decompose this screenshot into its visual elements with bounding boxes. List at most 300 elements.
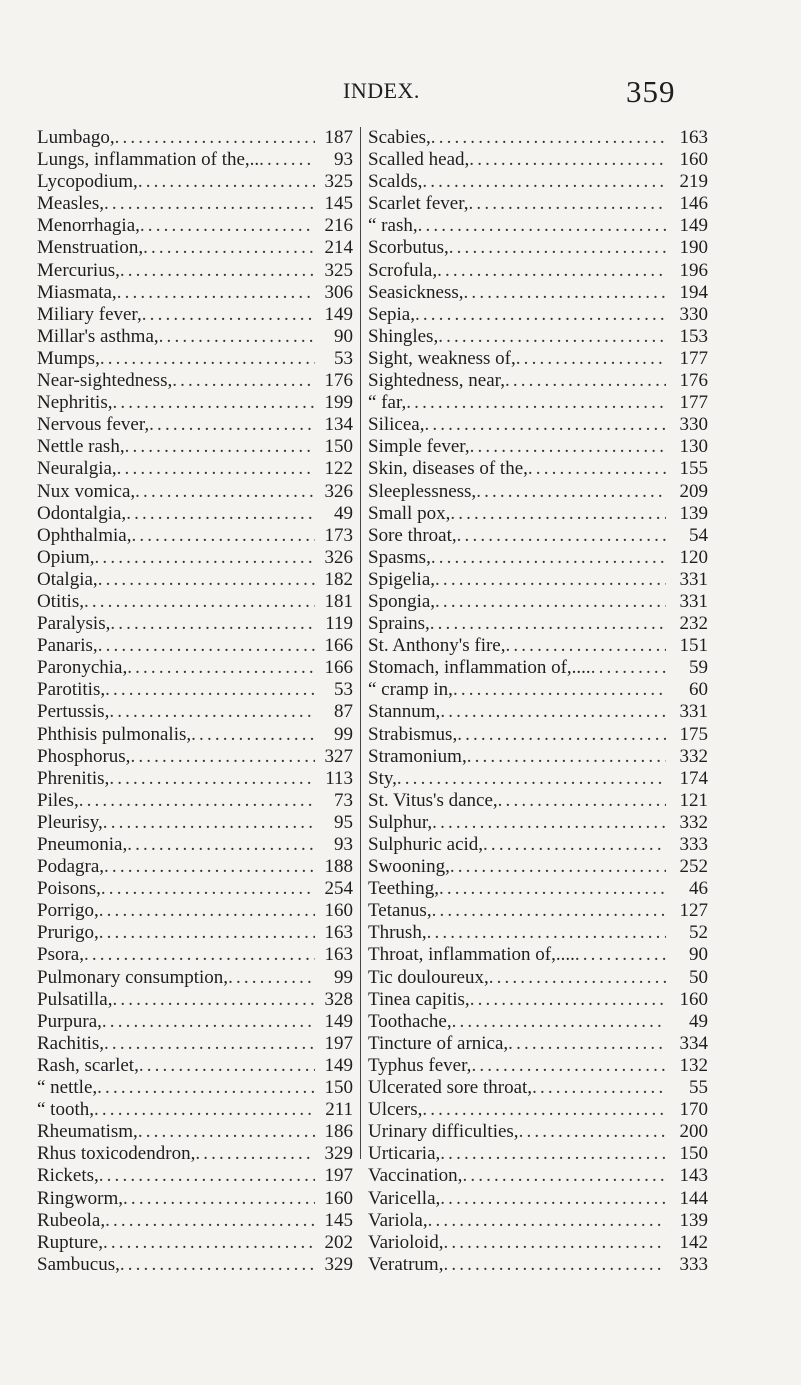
dot-leader — [104, 856, 315, 878]
dot-leader — [397, 768, 666, 790]
entry-term: Sambucus, — [37, 1253, 120, 1275]
entry-term: Sulphuric acid, — [368, 834, 484, 855]
entry-term: Measles, — [37, 193, 105, 215]
index-entry — [37, 790, 353, 812]
index-entry — [368, 569, 708, 591]
dot-leader — [470, 436, 666, 458]
index-entry — [368, 701, 708, 723]
entry-term: Purpura, — [37, 1010, 102, 1032]
entry-page-number: 60 — [689, 679, 708, 701]
entry-page-number: 163 — [679, 127, 708, 148]
dot-leader — [104, 1033, 315, 1055]
index-entry — [368, 304, 708, 326]
entry-page-number: 254 — [324, 878, 353, 900]
index-entry — [37, 215, 353, 237]
entry-page-number: 173 — [324, 524, 353, 546]
index-entry — [37, 989, 353, 1011]
index-entry — [368, 1188, 708, 1210]
index-entry — [37, 922, 353, 944]
dot-leader — [172, 370, 315, 392]
dot-leader — [98, 569, 315, 591]
index-entry — [37, 1055, 353, 1077]
dot-leader — [115, 127, 315, 149]
entry-page-number: 99 — [334, 966, 353, 988]
dot-leader — [428, 1210, 666, 1232]
entry-page-number: 219 — [679, 171, 708, 193]
entry-term: Phrenitis, — [37, 767, 110, 789]
index-entry — [368, 282, 708, 304]
index-entry — [368, 1077, 708, 1099]
entry-term: Odontalgia, — [37, 502, 127, 524]
dot-leader — [440, 1143, 666, 1165]
entry-term: Piles, — [37, 789, 79, 811]
entry-page-number: 188 — [324, 856, 353, 878]
entry-page-number: 53 — [334, 347, 353, 369]
dot-leader — [415, 304, 666, 326]
dot-leader — [228, 967, 315, 989]
entry-page-number: 306 — [324, 281, 353, 303]
index-entry — [37, 1033, 353, 1055]
entry-page-number: 145 — [324, 193, 353, 215]
entry-page-number: 333 — [679, 834, 708, 855]
entry-term: Paralysis, — [37, 613, 111, 635]
dot-leader — [427, 922, 666, 944]
dot-leader — [435, 569, 666, 591]
entry-page-number: 252 — [679, 856, 708, 878]
entry-term: Rhus toxicodendron, — [37, 1143, 196, 1165]
entry-page-number: 331 — [679, 568, 708, 590]
entry-term: Podagra, — [37, 856, 105, 878]
entry-page-number: 331 — [679, 590, 708, 612]
dot-leader — [130, 746, 315, 768]
index-entry — [37, 1210, 353, 1232]
entry-page-number: 194 — [679, 281, 708, 303]
dot-leader — [100, 348, 315, 370]
index-entry — [37, 304, 353, 326]
entry-page-number: 155 — [679, 458, 708, 480]
index-entry — [368, 724, 708, 746]
index-entry — [37, 458, 353, 480]
entry-term: Skin, diseases of the, — [368, 458, 528, 480]
dot-leader — [528, 458, 666, 480]
entry-page-number: 325 — [324, 171, 353, 193]
entry-page-number: 329 — [324, 1253, 353, 1275]
entry-term: Ulcers, — [368, 1099, 423, 1121]
entry-page-number: 93 — [334, 149, 353, 171]
dot-leader — [435, 591, 666, 613]
index-entry — [37, 1165, 353, 1187]
entry-term: Toothache, — [368, 1010, 452, 1032]
dot-leader — [439, 878, 666, 900]
dot-leader — [443, 1232, 666, 1254]
dot-leader — [505, 635, 666, 657]
index-title: INDEX. — [343, 78, 420, 103]
dot-leader — [432, 900, 666, 922]
entry-term: St. Anthony's fire, — [368, 635, 506, 657]
index-entry — [368, 171, 708, 193]
dot-leader — [149, 414, 315, 436]
entry-page-number: 186 — [324, 1121, 353, 1143]
index-entry — [368, 635, 708, 657]
dot-leader — [440, 701, 666, 723]
entry-page-number: 329 — [324, 1143, 353, 1165]
dot-leader — [457, 525, 666, 547]
dot-leader — [476, 481, 666, 503]
index-entry — [37, 481, 353, 503]
dot-leader — [112, 989, 315, 1011]
dot-leader — [112, 392, 315, 414]
entry-term: Sight, weakness of, — [368, 347, 516, 369]
index-entry — [368, 326, 708, 348]
entry-term: Urinary difficulties, — [368, 1121, 519, 1143]
entry-term: Parotitis, — [37, 679, 106, 701]
dot-leader — [406, 392, 666, 414]
dot-leader — [505, 370, 666, 392]
entry-term: Scorbutus, — [368, 237, 449, 259]
entry-term: Psora, — [37, 944, 84, 966]
entry-term: Spigelia, — [368, 568, 436, 590]
entry-term: Typhus fever, — [368, 1054, 472, 1076]
entry-term: Sightedness, near, — [368, 370, 505, 392]
dot-leader — [95, 547, 315, 569]
entry-page-number: 99 — [334, 723, 353, 745]
entry-page-number: 333 — [679, 1253, 708, 1275]
dot-leader — [125, 436, 315, 458]
entry-term: Shingles, — [368, 325, 439, 347]
index-entry — [37, 1254, 353, 1276]
dot-leader — [94, 1099, 315, 1121]
entry-term: Millar's asthma, — [37, 325, 159, 347]
dot-leader — [452, 1011, 666, 1033]
entry-page-number: 199 — [324, 392, 353, 414]
index-entry — [368, 481, 708, 503]
dot-leader — [467, 746, 666, 768]
index-entry — [368, 392, 708, 414]
index-entry — [37, 1099, 353, 1121]
entry-page-number: 197 — [324, 1165, 353, 1187]
entry-page-number: 170 — [679, 1099, 708, 1121]
dot-leader — [519, 1121, 666, 1143]
index-entry — [368, 1055, 708, 1077]
entry-term: Scarlet fever, — [368, 193, 469, 215]
dot-leader — [105, 679, 315, 701]
entry-term: Nephritis, — [37, 392, 113, 414]
index-entry — [37, 1077, 353, 1099]
dot-leader — [422, 1099, 666, 1121]
entry-page-number: 327 — [324, 745, 353, 767]
entry-term: Throat, inflammation of,.... — [368, 944, 575, 966]
dot-leader — [431, 547, 666, 569]
dot-leader — [98, 635, 315, 657]
index-entry — [368, 790, 708, 812]
dot-leader — [440, 1188, 666, 1210]
dot-leader — [469, 149, 666, 171]
column-divider — [360, 127, 361, 1159]
entry-term: Miasmata, — [37, 281, 117, 303]
index-entry — [37, 348, 353, 370]
entry-term: Lungs, inflammation of the,.. — [37, 149, 260, 171]
entry-term: Rash, scarlet, — [37, 1054, 139, 1076]
dot-leader — [99, 1165, 315, 1187]
entry-term: Rupture, — [37, 1231, 103, 1253]
entry-page-number: 121 — [679, 789, 708, 811]
entry-page-number: 139 — [679, 1209, 708, 1231]
entry-term: Stannum, — [368, 701, 441, 723]
entry-page-number: 49 — [334, 502, 353, 524]
index-entry — [368, 768, 708, 790]
index-entry — [37, 878, 353, 900]
index-entry — [368, 746, 708, 768]
entry-term: Prurigo, — [37, 922, 99, 944]
index-entry — [368, 679, 708, 701]
index-entry — [368, 370, 708, 392]
dot-leader — [101, 878, 315, 900]
entry-term: Seasickness, — [368, 281, 464, 303]
index-entry — [368, 1254, 708, 1276]
dot-leader — [508, 1033, 666, 1055]
entry-term: Ophthalmia, — [37, 524, 132, 546]
index-entry — [368, 1011, 708, 1033]
entry-page-number: 216 — [324, 215, 353, 237]
index-entry — [37, 326, 353, 348]
entry-page-number: 163 — [324, 922, 353, 944]
entry-page-number: 146 — [679, 193, 708, 215]
index-entry — [37, 1143, 353, 1165]
index-entry — [368, 967, 708, 989]
index-entry — [368, 127, 708, 149]
dot-leader — [103, 1232, 315, 1254]
index-entry — [37, 503, 353, 525]
entry-page-number: 150 — [324, 436, 353, 458]
index-entry — [368, 436, 708, 458]
entry-term: Stomach, inflammation of,.... — [368, 657, 591, 679]
dot-leader — [117, 282, 315, 304]
dot-leader — [120, 1254, 315, 1276]
entry-page-number: 325 — [324, 259, 353, 281]
entry-page-number: 46 — [689, 878, 708, 900]
index-entry — [37, 613, 353, 635]
entry-term: Tincture of arnica, — [368, 1032, 509, 1054]
entry-page-number: 149 — [324, 303, 353, 325]
entry-term: St. Vitus's dance, — [368, 789, 498, 811]
entry-term: Scalds, — [368, 171, 423, 193]
entry-page-number: 332 — [679, 745, 708, 767]
entry-page-number: 145 — [324, 1209, 353, 1231]
entry-term: Near-sightedness, — [37, 370, 173, 392]
entry-page-number: 93 — [334, 834, 353, 855]
entry-term: Lumbago, — [37, 127, 115, 148]
entry-page-number: 52 — [689, 922, 708, 944]
entry-term: Vaccination, — [368, 1165, 463, 1187]
index-entry — [368, 260, 708, 282]
index-entry — [37, 237, 353, 259]
entry-page-number: 326 — [324, 480, 353, 502]
entry-term: Teething, — [368, 878, 439, 900]
dot-leader — [438, 326, 666, 348]
entry-term: Pertussis, — [37, 701, 110, 723]
index-entry — [37, 834, 353, 856]
index-entry — [368, 834, 708, 856]
entry-term: “ cramp in, — [368, 679, 453, 701]
entry-term: Stramonium, — [368, 745, 467, 767]
entry-page-number: 328 — [324, 988, 353, 1010]
index-entry — [368, 547, 708, 569]
dot-leader — [126, 503, 315, 525]
entry-page-number: 90 — [334, 325, 353, 347]
entry-term: Sepia, — [368, 303, 415, 325]
entry-page-number: 177 — [679, 347, 708, 369]
entry-page-number: 166 — [324, 657, 353, 679]
index-entry — [37, 1232, 353, 1254]
index-entry — [368, 193, 708, 215]
entry-page-number: 174 — [679, 767, 708, 789]
entry-term: Neuralgia, — [37, 458, 117, 480]
entry-term: Otitis, — [37, 590, 84, 612]
dot-leader — [443, 1254, 666, 1276]
entry-term: Rachitis, — [37, 1032, 105, 1054]
entry-term: Miliary fever, — [37, 303, 142, 325]
entry-term: Swooning, — [368, 856, 450, 878]
entry-page-number: 130 — [679, 436, 708, 458]
entry-term: Rickets, — [37, 1165, 99, 1187]
entry-page-number: 200 — [679, 1121, 708, 1143]
entry-page-number: 176 — [679, 370, 708, 392]
index-entry — [37, 282, 353, 304]
index-entry — [368, 812, 708, 834]
dot-leader — [138, 171, 315, 193]
dot-leader — [437, 260, 666, 282]
entry-term: Poisons, — [37, 878, 101, 900]
index-entry — [37, 547, 353, 569]
dot-leader — [110, 613, 315, 635]
entry-page-number: 160 — [679, 149, 708, 171]
entry-term: Paronychia, — [37, 657, 128, 679]
dot-leader — [431, 127, 666, 149]
dot-leader — [127, 657, 315, 679]
entry-page-number: 134 — [324, 414, 353, 436]
index-entry — [37, 392, 353, 414]
dot-leader — [135, 481, 315, 503]
index-entry — [37, 193, 353, 215]
entry-page-number: 182 — [324, 568, 353, 590]
index-entry — [368, 657, 708, 679]
entry-term: Opium, — [37, 546, 95, 568]
entry-term: Veratrum, — [368, 1253, 444, 1275]
index-entry — [37, 569, 353, 591]
index-entry — [37, 436, 353, 458]
dot-leader — [127, 834, 315, 856]
entry-page-number: 55 — [689, 1077, 708, 1099]
entry-term: Mercurius, — [37, 259, 120, 281]
entry-term: Varioloid, — [368, 1231, 444, 1253]
dot-leader — [259, 149, 315, 171]
entry-term: Variola, — [368, 1209, 428, 1231]
entry-page-number: 53 — [334, 679, 353, 701]
entry-term: Tic douloureux, — [368, 966, 489, 988]
entry-term: Scabies, — [368, 127, 431, 148]
entry-page-number: 163 — [324, 944, 353, 966]
dot-leader — [159, 326, 315, 348]
index-entry — [37, 171, 353, 193]
index-entry — [37, 657, 353, 679]
index-entry — [368, 149, 708, 171]
dot-leader — [424, 414, 666, 436]
dot-leader — [575, 944, 666, 966]
index-entry — [37, 701, 353, 723]
entry-term: Sore throat, — [368, 524, 457, 546]
index-entry — [37, 724, 353, 746]
entry-page-number: 151 — [679, 635, 708, 657]
dot-leader — [123, 1188, 315, 1210]
dot-leader — [99, 922, 315, 944]
entry-page-number: 54 — [689, 524, 708, 546]
entry-term: Sty, — [368, 767, 397, 789]
dot-leader — [140, 215, 315, 237]
entry-term: Otalgia, — [37, 568, 98, 590]
entry-page-number: 149 — [679, 215, 708, 237]
entry-term: Nettle rash, — [37, 436, 125, 458]
entry-term: Scrofula, — [368, 259, 438, 281]
dot-leader — [450, 856, 666, 878]
entry-term: Tinea capitis, — [368, 988, 470, 1010]
entry-term: Spongia, — [368, 590, 436, 612]
index-entry — [37, 260, 353, 282]
dot-leader — [142, 304, 315, 326]
entry-term: Pulsatilla, — [37, 988, 113, 1010]
index-entry — [368, 900, 708, 922]
dot-leader — [195, 1143, 315, 1165]
index-entry — [368, 1143, 708, 1165]
entry-page-number: 113 — [325, 767, 353, 789]
dot-leader — [430, 613, 666, 635]
entry-page-number: 49 — [689, 1010, 708, 1032]
index-entry — [37, 812, 353, 834]
entry-term: Menstruation, — [37, 237, 144, 259]
index-entry — [368, 348, 708, 370]
entry-term: Rubeola, — [37, 1209, 106, 1231]
index-entry — [368, 856, 708, 878]
dot-leader — [97, 1077, 315, 1099]
dot-leader — [117, 458, 315, 480]
dot-leader — [489, 967, 666, 989]
dot-leader — [143, 237, 315, 259]
entry-page-number: 90 — [689, 944, 708, 966]
dot-leader — [109, 768, 315, 790]
entry-page-number: 334 — [679, 1032, 708, 1054]
dot-leader — [139, 1055, 315, 1077]
entry-term: Varicella, — [368, 1187, 441, 1209]
dot-leader — [464, 282, 666, 304]
entry-page-number: 166 — [324, 635, 353, 657]
dot-leader — [471, 1055, 666, 1077]
entry-page-number: 196 — [679, 259, 708, 281]
index-entry — [37, 1011, 353, 1033]
index-entry — [368, 922, 708, 944]
index-entry — [368, 1165, 708, 1187]
index-column-right — [368, 127, 708, 1276]
index-entry — [368, 613, 708, 635]
dot-leader — [462, 1165, 666, 1187]
entry-term: Thrush, — [368, 922, 427, 944]
entry-page-number: 50 — [689, 966, 708, 988]
entry-term: Pulmonary consumption, — [37, 966, 229, 988]
index-entry — [368, 503, 708, 525]
index-entry — [37, 414, 353, 436]
entry-term: Mumps, — [37, 347, 100, 369]
entry-term: Porrigo, — [37, 900, 99, 922]
index-entry — [368, 1121, 708, 1143]
index-entry — [37, 149, 353, 171]
